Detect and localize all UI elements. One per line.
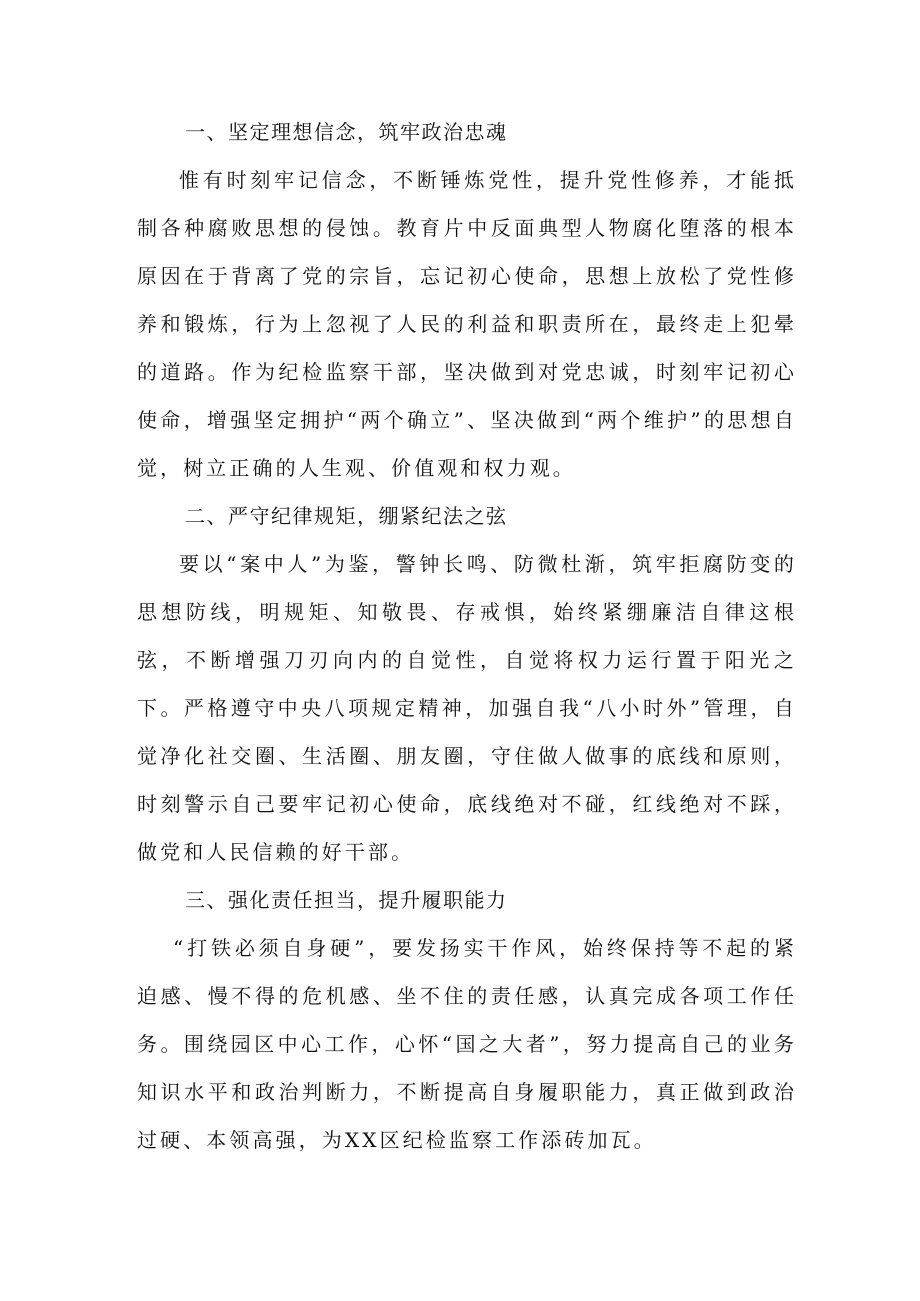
section-heading-1: 一、坚定理想信念，筑牢政治忠魂 xyxy=(185,120,508,144)
document-body xyxy=(137,108,797,1164)
section-paragraph-2: 要以“案中人”为鉴，警钟长鸣、防微杜渐，筑牢拒腐防变的思想防线，明规矩、知敬畏、存戒惧，始终紧绷廉洁自律这根弦，不断增强刀刃向内的自觉性，自觉将权力运行置于阳光之下。严格遵守中央八项规定精神，加强自我“八小时外”管理，自觉净化社交圈、生活圈、朋友圈，守住做人做事的底线和原则，时刻警示自己要牢记初心使命，底线绝对不碰，红线绝对不踩，做党和人民信赖的好干部。 xyxy=(137,552,797,864)
section-heading-3: 三、强化责任担当，提升履职能力 xyxy=(185,888,508,912)
section-heading-2: 二、严守纪律规矩，绷紧纪法之弦 xyxy=(185,504,508,528)
section-paragraph-3: “打铁必须自身硬”，要发扬实干作风，始终保持等不起的紧迫感、慢不得的危机感、坐不住的责任感，认真完成各项工作任务。围绕园区中心工作，心怀“国之大者”，努力提高自己的业务知识水平和政治判断力，不断提高自身履职能力，真正做到政治过硬、本领高强，为XX区纪检监察工作添砖加瓦。 xyxy=(137,936,797,1152)
section-paragraph-1: 惟有时刻牢记信念，不断锤炼党性，提升党性修养，才能抵制各种腐败思想的侵蚀。教育片中反面典型人物腐化堕落的根本原因在于背离了党的宗旨，忘记初心使命，思想上放松了党性修养和锻炼，行为上忽视了人民的利益和职责所在，最终走上犯晕的道路。作为纪检监察干部，坚决做到对党忠诚，时刻牢记初心使命，增强坚定拥护“两个确立”、坚决做到“两个维护”的思想自觉，树立正确的人生观、价值观和权力观。 xyxy=(137,168,797,480)
